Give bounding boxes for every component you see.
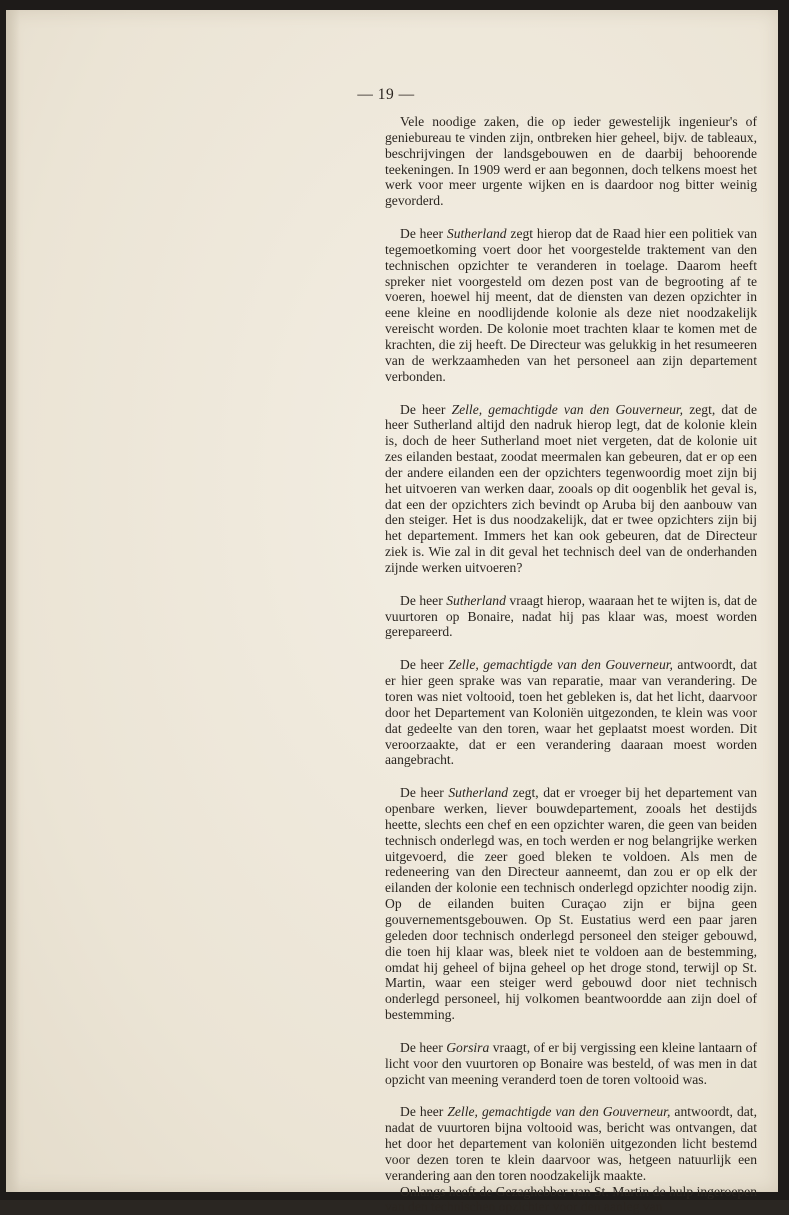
speaker-name: Sutherland: [448, 785, 509, 801]
speaker-name: Gorsira: [446, 1039, 490, 1055]
text-segment: vraagt hierop, waaraan het te wijten is, dat de vuurtoren op Bonaire, nadat hij pas klaar was, moest worden gerepareerd.: [385, 592, 757, 640]
text-segment: De heer: [400, 1039, 447, 1055]
paragraph-8: [385, 1104, 757, 1183]
text-segment: De heer: [400, 657, 449, 673]
paragraph-4: [385, 593, 757, 641]
text-segment: Onlangs heeft de Gezaghebber van St. Martin de hulp ingeroepen van den technischen opzichter voor den aanleg van: [385, 1183, 757, 1215]
text-segment: zegt, dat er vroeger bij het departement van openbare werken, liever bouwdepartement, zooals het destijds heette, slechts een chef en een opzichter waren, die geen van beiden technisch onderlegd was, en toch werden er nog belangrijke werken uitgevoerd, die zeer goed bleken te voldoen. Als men de redeneering van den Directeur aanneemt, dan zou er op elk der eilanden der kolonie een technisch onderlegd opzichter noodig zijn. Op de eilanden buiten Curaçao zijn er bijna geen gouvernementsgebouwen. Op St. Eustatius werd een paar jaren geleden door technisch onderlegd personeel den steiger gebouwd, die toen hij klaar was, bleek niet te voldoen aan de bestemming, omdat hij geheel of bijna geheel op het droge stond, terwijl op St. Martin, waar een steiger werd gebouwd door niet technisch onderlegd personeel, hij volkomen beantwoordde aan zijn doel of bestemming.: [385, 785, 758, 1023]
speaker-name: Zelle, gemachtigde van den Gouverneur,: [451, 401, 684, 417]
paragraph-2: [385, 226, 757, 384]
paragraph-5: [385, 657, 757, 768]
text-segment: Vele noodige zaken, die op ieder gewestelijk ingenieur's of geniebureau te vinden zijn, ontbreken hier geheel, bijv. de tableaux, beschrijvingen der landsgebouwen en de daarbij behoorende teekeningen. In 1909 werd er aan begonnen, doch telkens moest het werk voor meer urgente wijken en is daardoor nog bitter weinig gevorderd.: [385, 114, 757, 209]
text-segment: De heer: [400, 785, 449, 801]
text-segment: vraagt, of er bij vergissing een kleine lantaarn of licht voor den vuurtoren op Bonaire was besteld, of was men in dat opzicht van meening veranderd toen de toren voltooid was.: [385, 1039, 757, 1087]
paragraph-9: [385, 1184, 757, 1215]
text-segment: zegt hierop dat de Raad hier een politiek van tegemoetkoming voert door het voorgestelde traktement van den technischen opzichter te veranderen in toelage. Daarom heeft spreker niet voorgesteld om dezen post van de begrooting af te voeren, hoewel hij meent, dat de diensten van dezen opzichter in eene kleine en noodlijdende kolonie als deze niet noodzakelijk vereischt worden. De kolonie moet trachten klaar te komen met de krachten, die zij heeft. De Directeur was gelukkig in het resumeeren van de werkzaamheden van het personeel aan zijn departement verbonden.: [385, 226, 757, 384]
paragraph-6: [385, 785, 757, 1023]
paragraph-7: [385, 1040, 757, 1088]
paragraph-1: [385, 114, 757, 209]
text-segment: antwoordt, dat, nadat de vuurtoren bijna voltooid was, bericht was ontvangen, dat het door het departement van koloniën uitgezonden licht bestemd voor dezen toren te klein daarvoor was, hetgeen natuurlijk een verandering aan den toren noodzakelijk maakte.: [385, 1104, 757, 1183]
page-number: — 19 —: [357, 86, 415, 103]
text-segment: zegt, dat de heer Sutherland altijd den nadruk hierop legt, dat de kolonie klein is, doch de heer Sutherland moet niet vergeten, dat de kolonie uit zes eilanden bestaat, zoodat meermalen kan gebeuren, dat er op een der andere eilanden een der opzichters tegenwoordig moet zijn bij het uitvoeren van werken daar, zooals op dit oogenblik het geval is, dat een der opzichters zich bevindt op Aruba bij den aanbouw van den steiger. Het is dus noodzakelijk, dat er twee opzichters zijn bij het departement. Immers het kan ook gebeuren, dat de Directeur ziek is. Wie zal in dit geval het technisch deel van de onderhanden zijnde werken uitvoeren?: [385, 401, 757, 575]
speaker-name: Sutherland: [446, 226, 507, 242]
text-segment: De heer: [400, 1104, 448, 1120]
text-segment: De heer: [400, 226, 447, 242]
text-column: [385, 114, 757, 1215]
paragraph-3: [385, 402, 757, 576]
text-segment: De heer: [400, 592, 447, 608]
speaker-name: Zelle, gemachtigde van den Gouverneur,: [447, 1104, 671, 1120]
text-segment: De heer: [400, 401, 452, 417]
text-segment: antwoordt, dat er hier geen sprake was van reparatie, maar van verandering. De toren was niet voltooid, toen het gebleken is, dat het licht, daarvoor door het Departement van Koloniën uitgezonden, te klein was voor dat gedeelte van den toren, waar het geplaatst moest worden. Dit veroorzaakte, dat er een verandering daaraan moest worden aangebracht.: [385, 657, 757, 768]
speaker-name: Zelle, gemachtigde van den Gouverneur,: [448, 657, 673, 673]
speaker-name: Sutherland: [446, 592, 506, 608]
page-gutter-shadow: [6, 10, 20, 1192]
